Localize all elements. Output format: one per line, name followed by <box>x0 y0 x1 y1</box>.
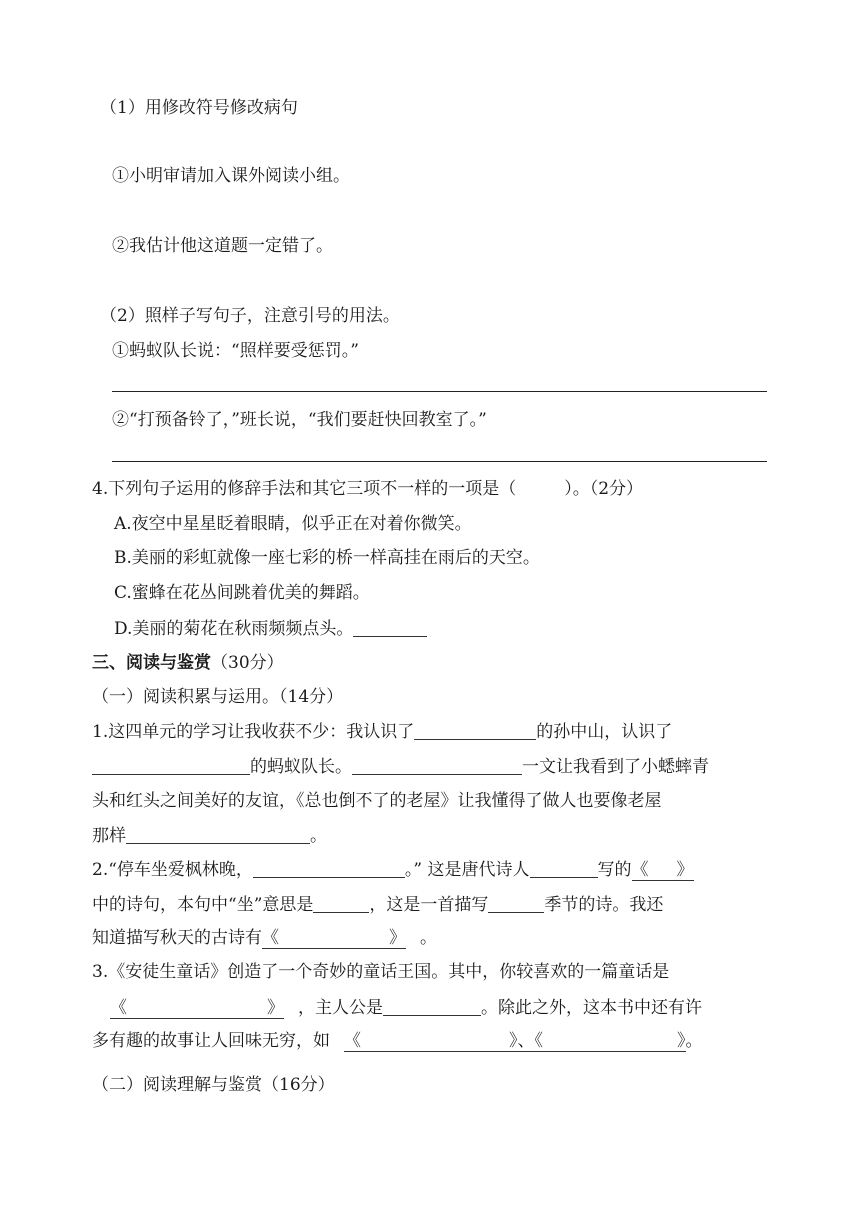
r1-line-2: 的蚂蚁队长。 一文让我看到了小蟋蟀青 <box>92 756 709 777</box>
r2-blank-5[interactable] <box>488 894 544 913</box>
r2-line-3: 知道描写秋天的古诗有《 》 。 <box>92 928 437 948</box>
q3-part1-sentence-2: ②我估计他这道题一定错了。 <box>112 236 333 256</box>
q4-stem: 4.下列句子运用的修辞手法和其它三项不一样的一项是（ ）。（2分） <box>92 479 644 499</box>
answer-line-2[interactable] <box>112 461 767 462</box>
q3-part2-example-1: ①蚂蚁队长说：“照样要受惩罚。” <box>112 341 359 361</box>
q3-part1-title: （1）用修改符号修改病句 <box>100 98 298 118</box>
r3-blank-2[interactable] <box>383 997 481 1016</box>
r3-blank-1[interactable]: 《 》 <box>110 998 284 1018</box>
r1-blank-1[interactable] <box>414 721 536 740</box>
r2-blank-6[interactable]: 《 》 <box>262 928 406 948</box>
r1-line-1: 1.这四单元的学习让我收获不少：我认识了 的孙中山，认识了 <box>92 722 673 742</box>
r1-blank-2[interactable] <box>92 756 250 775</box>
r2-blank-2[interactable] <box>530 859 598 878</box>
section-3-part-1-heading: （一）阅读积累与运用。（14分） <box>92 687 344 707</box>
q3-part2-example-2: ②“打预备铃了，”班长说，“我们要赶快回教室了。” <box>112 410 487 430</box>
r2-line-2: 中的诗句，本句中“坐”意思是 ，这是一首描写 季节的诗。我还 <box>92 895 664 915</box>
section-3-part-2-heading: （二）阅读理解与鉴赏（16分） <box>92 1075 335 1095</box>
r1-line-3: 头和红头之间美好的友谊，《总也倒不了的老屋》让我懂得了做人也要像老屋 <box>92 791 662 811</box>
r3-line-1: 3.《安徒生童话》创造了一个奇妙的童话王国。其中，你较喜欢的一篇童话是 <box>92 962 670 982</box>
r2-blank-3[interactable]: 《 》 <box>631 860 694 880</box>
r3-line-2: 《 》 ，主人公是 。除此之外，这本书中还有许 <box>110 998 702 1018</box>
q4-option-c: C.蜜蜂在花丛间跳着优美的舞蹈。 <box>114 583 370 603</box>
r3-blank-3[interactable]: 《 》、《 》 <box>344 1031 686 1051</box>
r3-line-3: 多有趣的故事让人回味无穷，如 《 》、《 》。 <box>92 1031 703 1051</box>
q4-option-b: B.美丽的彩虹就像一座七彩的桥一样高挂在雨后的天空。 <box>114 548 540 568</box>
r1-blank-3[interactable] <box>352 756 522 775</box>
section-3-heading: 三、阅读与鉴赏（30分） <box>92 653 284 673</box>
r2-line-1: 2.“停车坐爱枫林晚， 。” 这是唐代诗人 写的《 》 <box>92 860 694 880</box>
r2-blank-4[interactable] <box>313 894 369 913</box>
r2-blank-1[interactable] <box>253 859 405 878</box>
q4-option-d: D.美丽的菊花在秋雨频频点头。 <box>114 618 427 639</box>
answer-line-1[interactable] <box>112 391 767 392</box>
q3-part2-title: （2）照样子写句子，注意引号的用法。 <box>100 306 400 326</box>
r1-line-4: 那样 。 <box>92 826 327 846</box>
q4-option-a: A.夜空中星星眨着眼睛，似乎正在对着你微笑。 <box>114 514 472 534</box>
q3-part1-sentence-1: ①小明审请加入课外阅读小组。 <box>112 166 350 186</box>
q4-option-d-blank[interactable] <box>353 618 427 637</box>
r1-blank-4[interactable] <box>126 825 310 844</box>
